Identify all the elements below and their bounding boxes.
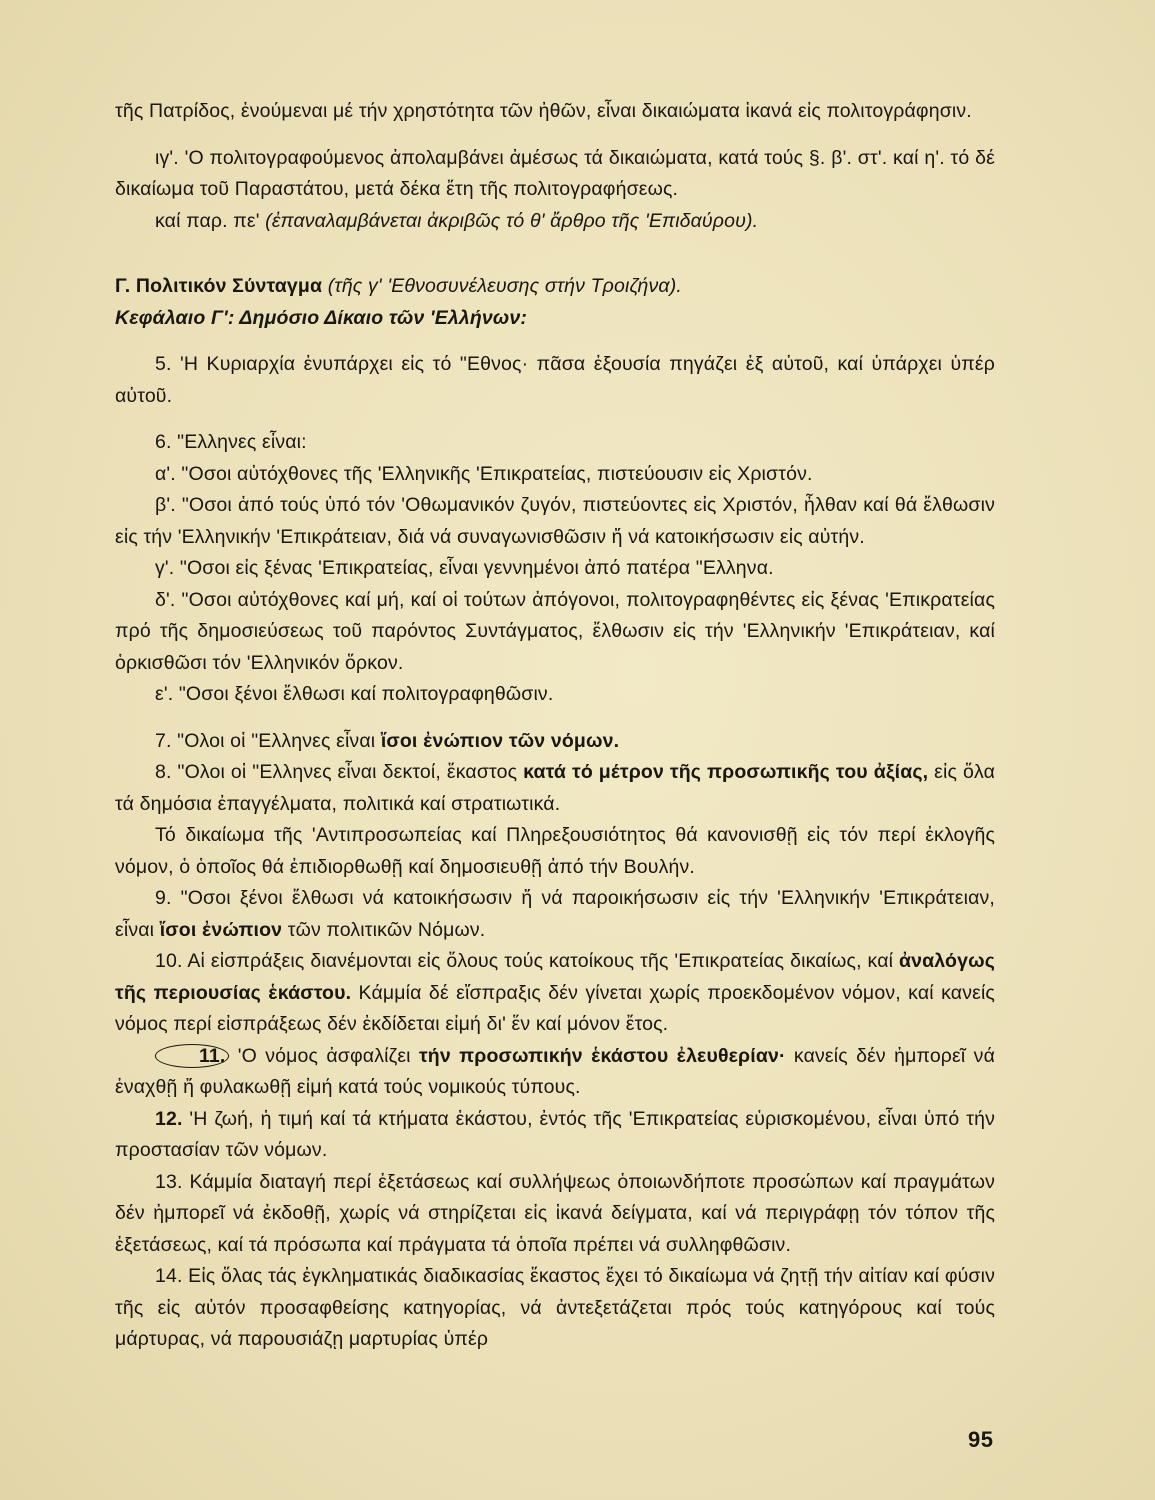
article-6-beta: β'. "Οσοι ἀπό τούς ὑπό τόν 'Οθωμανικόν ζυγόν, πιστεύοντες εἰς Χριστόν, ἦλθαν καί θά ἔλθωσιν εἰς τήν 'Ελληνικήν 'Επικράτειαν, διά νά συναγωνισθῶσιν ἤ νά κατοικήσωσιν εἰς αὐτήν. xyxy=(115,494,995,548)
article-10-text-2: Κάμμία δέ εἴσπραξις δέν γίνεται χωρίς προεκδομένον νόμον, καί κανείς νόμος περί εἰσπράξεως δέν ἐκδίδεται εἰμή δι' ἕν καί μόνον ἔτος. xyxy=(115,981,995,1035)
page-number: 95 xyxy=(968,1427,994,1452)
article-8-text-2: εἰς ὅλα τά δημόσια ἐπαγγέλματα, πολιτικά καί στρατιωτικά. xyxy=(115,761,995,815)
article-5: 5. 'Η Κυριαρχία ἐνυπάρχει εἰς τό "Εθνος· πᾶσα ἐξουσία πηγάζει ἐξ αὐτοῦ, καί ὑπάρχει ὑπέρ αὐτοῦ. xyxy=(115,353,995,407)
paragraph-par-pe xyxy=(115,206,995,238)
article-9 xyxy=(115,883,995,946)
article-14: 14. Εἰς ὅλας τάς ἐγκληματικάς διαδικασίας ἕκαστος ἔχει τό δικαίωμα νά ζητῇ τήν αἰτίαν καί φύσιν τῆς εἰς αὐτόν προσαφθείσης κατηγορίας, νά ἀντεξετάζεται πρός τούς κατηγόρους καί τούς μάρτυρας, νά παρουσιάζῃ μαρτυρίας ὑπέρ xyxy=(115,1265,995,1350)
article-12-number: 12. xyxy=(155,1107,183,1130)
article-11-text-1: 'Ο νόμος ἀσφαλίζει xyxy=(237,1044,411,1067)
section-heading-title: Γ. Πολιτικόν Σύνταγμα xyxy=(115,275,323,297)
article-10 xyxy=(115,946,995,1041)
article-6-gamma: γ'. "Οσοι εἰς ξένας 'Επικρατείας, εἶναι γεννημένοι ἀπό πατέρα "Ελληνα. xyxy=(155,557,774,579)
article-10-text-1: 10. Αἱ εἰσπράξεις διανέμονται εἰς ὅλους τούς κατοίκους τῆς 'Επικρατείας δικαίως, καί xyxy=(155,950,894,972)
article-12-text: 'Η ζωή, ἡ τιμή καί τά κτήματα ἑκάστου, ἐντός τῆς 'Επικρατείας εὑρισκομένου, εἶναι ὑπό τήν προστασίαν τῶν νόμων. xyxy=(115,1107,995,1161)
article-13: 13. Κάμμία διαταγή περί ἐξετάσεως καί συλλήψεως ὁποιωνδήποτε προσώπων καί πραγμάτων δέν ἠμπορεῖ νά ἐκδοθῇ, χωρίς νά στηρίζεται εἰς ἱκανά δείγματα, καί νά περιγράφῃ τόν τόπον τῆς ἐξετάσεως, καί τά πρόσωπα καί πράγματα τά ὁποῖα πρέπει νά συλληφθῶσιν. xyxy=(115,1170,995,1256)
paragraph-patridos: τῆς Πατρίδος, ἑνούμεναι μέ τήν χρηστότητα τῶν ἠθῶν, εἶναι δικαιώματα ἱκανά εἰς πολιτογράφησιν. xyxy=(115,100,972,122)
article-6: 6. "Ελληνες εἶναι: xyxy=(155,431,307,453)
article-9-text-1: 9. "Οσοι ξένοι ἔλθωσι νά κατοικήσωσιν ἤ νά παροικήσωσιν εἰς τήν 'Ελληνικήν 'Επικράτειαν, εἶναι xyxy=(115,887,995,941)
article-9-emphasis: ἴσοι ἐνώπιον xyxy=(159,918,283,941)
article-11-emphasis: τήν προσωπικήν ἑκάστου ἐλευθερίαν· xyxy=(418,1044,786,1067)
page-body xyxy=(115,96,995,1356)
article-7-emphasis: ἴσοι ἐνώπιον τῶν νόμων. xyxy=(380,729,620,752)
article-9-text-2: τῶν πολιτικῶν Νόμων. xyxy=(287,918,486,941)
par-pe-label: καί παρ. πε' xyxy=(155,209,260,232)
article-8-continuation: Τό δικαίωμα τῆς 'Αντιπροσωπείας καί Πληρεξουσιότητος θά κανονισθῇ εἰς τόν περί ἐκλογῆς νόμον, ὁ ὁποῖος θά ἐπιδιορθωθῇ καί δημοσιευθῇ ἀπό τήν Βουλήν. xyxy=(115,824,995,878)
article-7 xyxy=(115,726,995,758)
article-10-emphasis: ἀναλόγως τῆς περιουσίας ἑκάστου. xyxy=(115,950,995,1004)
chapter-heading xyxy=(115,303,995,335)
article-8 xyxy=(115,757,995,820)
article-6-delta: δ'. "Οσοι αὐτόχθονες καί μή, καί οἱ τούτων ἀπόγονοι, πολιτογραφηθέντες εἰς ξένας 'Επικρατείας πρό τῆς δημοσιεύσεως τοῦ παρόντος Συντάγματος, ἔλθωσιν εἰς τήν 'Ελληνικήν 'Επικράτειαν, καί ὁρκισθῶσι τόν 'Ελληνικόν ὅρκον. xyxy=(115,588,995,674)
section-heading-subtitle: (τῆς γ' 'Εθνοσυνέλευσης στήν Τροιζήνα). xyxy=(327,275,682,297)
article-6-epsilon: ε'. "Οσοι ξένοι ἔλθωσι καί πολιτογραφηθῶσιν. xyxy=(155,683,554,705)
chapter-heading-title: Κεφάλαιο Γ': Δημόσιο Δίκαιο τῶν 'Ελλήνων: xyxy=(115,306,527,329)
article-7-text: 7. "Ολοι οἱ "Ελληνες εἶναι xyxy=(155,729,376,752)
article-8-emphasis: κατά τό μέτρον τῆς προσωπικῆς του ἀξίας, xyxy=(523,761,929,783)
par-pe-note: (ἐπαναλαμβάνεται ἀκριβῶς τό θ' ἄρθρο τῆς 'Επιδαύρου). xyxy=(265,209,759,232)
article-12 xyxy=(115,1104,995,1167)
article-8-text-1: 8. "Ολοι οἱ "Ελληνες εἶναι δεκτοί, ἕκαστος xyxy=(155,761,518,783)
paragraph-igamma: ιγ'. 'Ο πολιτογραφούμενος ἀπολαμβάνει ἀμέσως τά δικαιώματα, κατά τούς §. β'. στ'. καί η'. τό δέ δικαίωμα τοῦ Παραστάτου, μετά δέκα ἔτη τῆς πολιτογραφήσεως. xyxy=(115,146,995,200)
article-11-number: 11. xyxy=(155,1044,229,1068)
article-6-alpha: α'. "Οσοι αὐτόχθονες τῆς 'Ελληνικῆς 'Επικρατείας, πιστεύουσιν εἰς Χριστόν. xyxy=(155,462,813,485)
article-11-text-2: κανείς δέν ἠμπορεῖ νά ἐναχθῇ ἤ φυλακωθῇ εἰμή κατά τούς νομικούς τύπους. xyxy=(115,1044,995,1098)
section-heading xyxy=(115,271,995,303)
article-11 xyxy=(115,1041,995,1104)
